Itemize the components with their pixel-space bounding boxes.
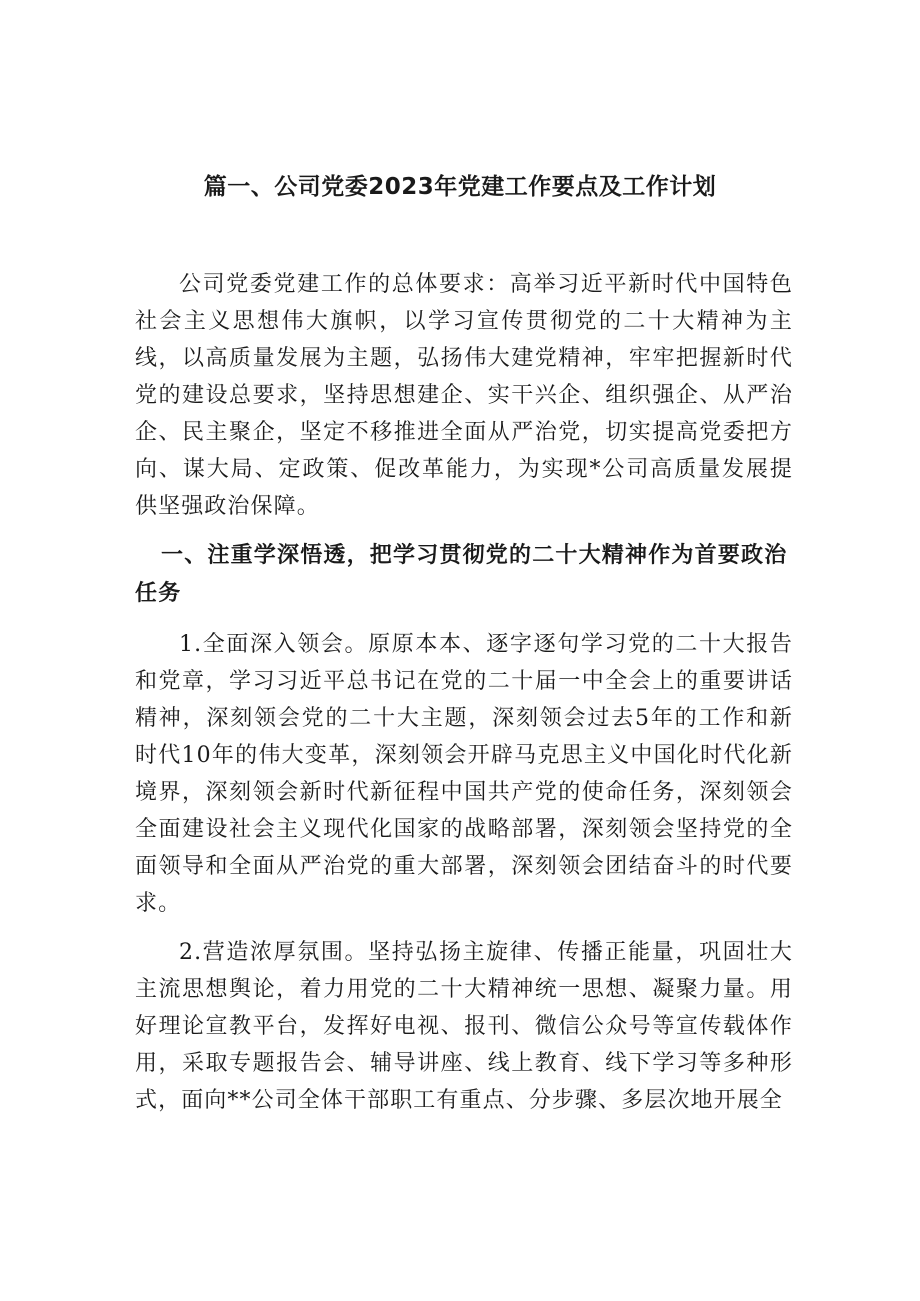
list-item: 1.全面深入领会。原原本本、逐字逐句学习党的二十大报告和党章，学习习近平总书记在党的二十届一中全会上的重要讲话精神，深刻领会党的二十大主题，深刻领会过去5年的工作和新时代10年的伟大变革，深刻领会开辟马克思主义中国化时代化新境界，深刻领会新时代新征程中国共产党的使命任务，深刻领会全面建设社会主义现代化国家的战略部署，深刻领会坚持党的全面领导和全面从严治党的重大部署，深刻领会团结奋斗的时代要求。 [135,632,793,916]
intro-paragraph: 公司党委党建工作的总体要求：高举习近平新时代中国特色社会主义思想伟大旗帜，以学习宣传贯彻党的二十大精神为主线，以高质量发展为主题，弘扬伟大建党精神，牢牢把握新时代党的建设总要求，坚持思想建企、实干兴企、组织强企、从严治企、民主聚企，坚定不移推进全面从严治党，切实提高党委把方向、谋大局、定政策、促改革能力，为实现*公司高质量发展提供坚强政治保障。 [135,272,793,519]
section-heading: 一、注重学深悟透，把学习贯彻党的二十大精神作为首要政治任务 [135,543,788,606]
document-title: 篇一、公司党委2023年党建工作要点及工作计划 [203,174,717,200]
list-item: 2.营造浓厚氛围。坚持弘扬主旋律、传播正能量，巩固壮大主流思想舆论，着力用党的二十大精神统一思想、凝聚力量。用好理论宣教平台，发挥好电视、报刊、微信公众号等宣传载体作用，采取专题报告会、辅导讲座、线上教育、线下学习等多种形式，面向**公司全体干部职工有重点、分步骤、多层次地开展全 [135,940,793,1113]
document-body [135,266,793,1119]
